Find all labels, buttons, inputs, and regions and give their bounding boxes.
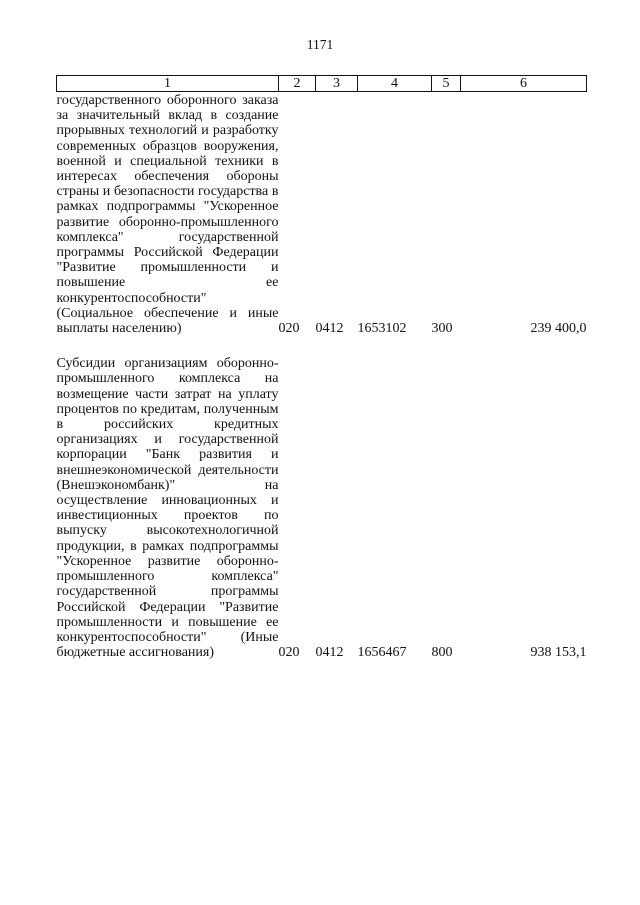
table-row: [57, 92, 587, 337]
column-header-expense-type: 5: [432, 76, 461, 92]
row-name: Субсидии организациям оборонно-промышленного комплекса на возмещение части затрат на уплату процентов по кредитам, полученным в российских кредитных организациях и государственной корпорации "Банк развития и внешнеэкономической деятельности (Внешэкономбанк)" на осуществление инновационных и инвестиционных проектов по выпуску высокотехнологичной продукции, в рамках подпрограммы "Ускоренное развитие оборонно-промышленного комплекса" государственной программы Российской Федерации "Развитие промышленности и повышение ее конкурентоспособности" (Иные бюджетные ассигнования): [56, 356, 279, 661]
row-ministry-code: 020: [278, 645, 300, 661]
row-ministry-code: 020: [278, 321, 300, 337]
budget-table: [56, 75, 587, 660]
page-number: 1171: [306, 37, 334, 52]
column-header-section: 3: [316, 76, 358, 92]
row-section-code: 0412: [315, 321, 344, 337]
row-section-code: 0412: [315, 645, 344, 661]
row-amount: 938 153,1: [530, 645, 587, 661]
header-row: [57, 76, 587, 92]
column-header-target: 4: [358, 76, 432, 92]
row-expense-type-code: 800: [431, 645, 453, 661]
row-target-code: 1656467: [357, 645, 407, 661]
column-header-ministry: 2: [279, 76, 316, 92]
row-target-code: 1653102: [357, 321, 407, 337]
table-row: [57, 336, 587, 660]
column-header-amount: 6: [461, 76, 587, 92]
row-name: государственного оборонного заказа за значительный вклад в создание прорывных технологий и разработку современных образцов вооружения, военной и специальной техники в интересах обеспечения обороны страны и безопасности государства в рамках подпрограммы "Ускоренное развитие оборонно-промышленного комплекса" государственной программы Российской Федерации "Развитие промышленности и повышение ее конкурентоспособности" (Социальное обеспечение и иные выплаты населению): [56, 93, 279, 337]
row-amount: 239 400,0: [530, 321, 587, 337]
row-expense-type-code: 300: [431, 321, 453, 337]
column-header-name: 1: [57, 76, 279, 92]
